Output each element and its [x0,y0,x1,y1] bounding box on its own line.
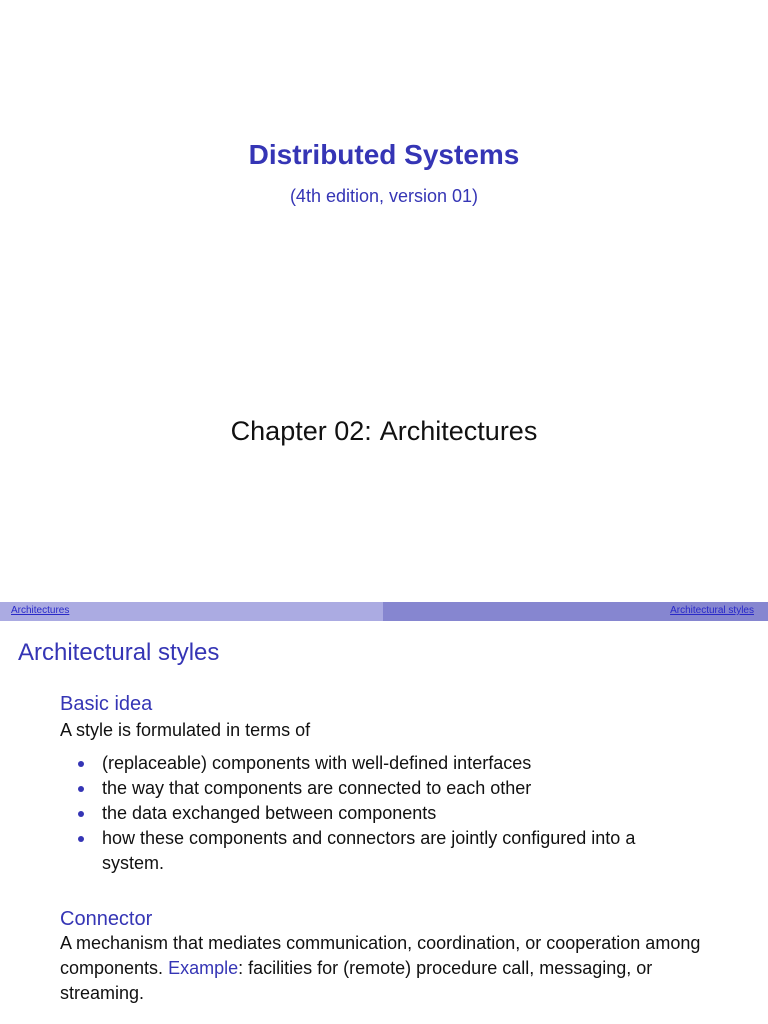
frame-title: Architectural styles [18,639,220,666]
bullet-icon [78,761,84,767]
bullet-icon [78,836,84,842]
chapter-label: Chapter 02: [230,416,372,446]
list-item-text: the way that components are connected to each other [102,778,532,798]
list-item [60,801,700,826]
list-item-text: how these components and connectors are jointly configured into a system. [102,828,636,873]
connector-text-before: A mechanism that mediates communication, coordination, or cooperation among components. [60,933,701,978]
list-item [60,826,700,876]
list-item [60,751,700,776]
nav-link-architectures[interactable]: Architectures [11,605,70,616]
bullet-icon [78,786,84,792]
edition-subtitle: (4th edition, version 01) [289,186,479,206]
chapter-heading [0,414,768,448]
nav-link-architectural-styles[interactable]: Architectural styles [670,605,754,616]
list-item-text: (replaceable) components with well-defined interfaces [102,753,532,773]
bullet-icon [78,811,84,817]
basic-idea-heading: Basic idea [60,693,153,715]
basic-idea-intro: A style is formulated in terms of [60,720,311,740]
slide-navigation-bar [0,602,768,621]
list-item [60,776,700,801]
style-components-list [60,751,700,876]
nav-section-left [0,602,383,621]
connector-heading: Connector [60,908,153,930]
list-item-text: the data exchanged between components [102,803,437,823]
nav-section-right [383,602,768,621]
connector-description [60,931,710,1006]
connector-text-after: : facilities for (remote) procedure call, messaging, or streaming. [60,958,653,1003]
example-label: Example [168,958,239,978]
presentation-title: Distributed Systems [248,139,520,170]
chapter-name: Architectures [379,416,538,446]
